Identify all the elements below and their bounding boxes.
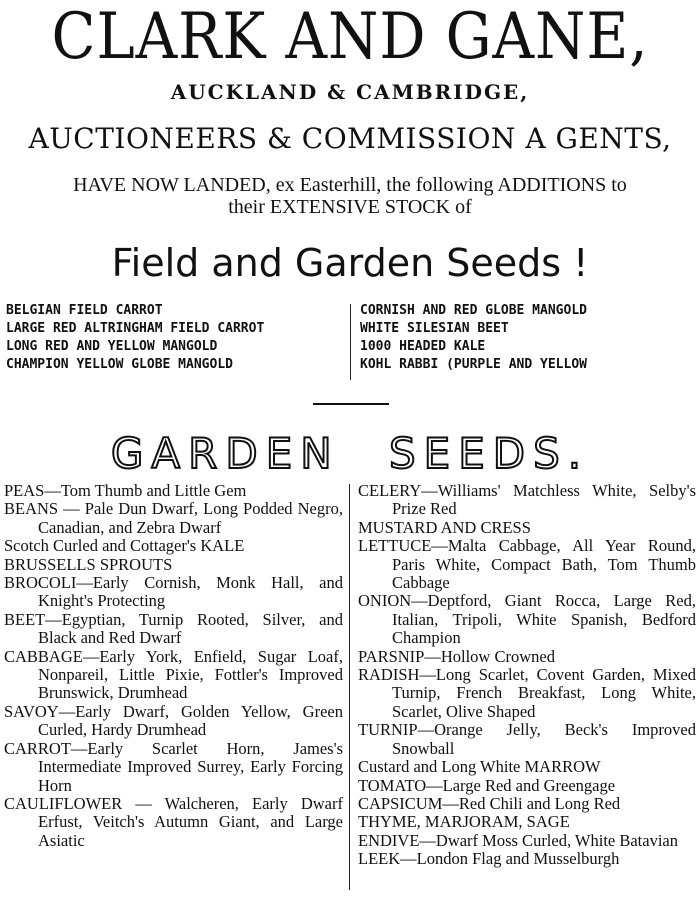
garden-seed-entry: BEANS — Pale Dun Dwarf, Long Podded Negro, Canadian, and Zebra Dwarf: [4, 499, 343, 537]
announcement-line-1: HAVE NOW LANDED, ex Easterhill, the following ADDITIONS to: [73, 174, 627, 196]
garden-seed-entry: MUSTARD AND CRESS: [358, 517, 531, 537]
announcement: [0, 174, 700, 218]
garden-seeds-right-column: [358, 482, 696, 869]
garden-seed-entry: CARROT—Early Scarlet Horn, James's Intermediate Improved Surrey, Early Forcing Horn: [4, 738, 343, 795]
garden-seed-entry: ONION—Deptford, Giant Rocca, Large Red, Italian, Tripoli, White Spanish, Bedford Champion: [358, 591, 696, 648]
garden-seed-entry: BROCOLI—Early Cornish, Monk Hall, and Knight's Protecting: [4, 573, 343, 611]
column-divider: [349, 484, 350, 890]
field-seed-item: LARGE RED ALTRINGHAM FIELD CARROT: [6, 321, 265, 336]
field-seed-item: WHITE SILESIAN BEET: [360, 321, 509, 336]
garden-seed-entry: CAULIFLOWER — Walcheren, Early Dwarf Erfust, Veitch's Autumn Giant, and Large Asiatic: [4, 793, 343, 850]
garden-seed-entry: TURNIP—Orange Jelly, Beck's Improved Snowball: [358, 720, 696, 758]
garden-seed-entry: TOMATO—Large Red and Greengage: [358, 775, 616, 795]
field-seed-item: BELGIAN FIELD CARROT: [6, 303, 163, 318]
section-separator: [313, 403, 389, 405]
garden-seed-entry: RADISH—Long Scarlet, Covent Garden, Mixed Turnip, French Breakfast, Long White, Scarlet, Olive Shaped: [358, 665, 696, 721]
garden-seed-entry: Custard and Long White MARROW: [358, 757, 601, 777]
column-divider: [350, 304, 351, 380]
garden-seed-entry: BRUSSELLS SPROUTS: [4, 554, 173, 574]
garden-seed-entry: CABBAGE—Early York, Enfield, Sugar Loaf, Nonpareil, Little Pixie, Fottler's Improved Brunswick, Drumhead: [4, 646, 343, 703]
field-seeds-left-column: [6, 302, 344, 374]
garden-seed-entry: LEEK—London Flag and Musselburgh: [358, 849, 620, 869]
garden-seed-entry: BEET—Egyptian, Turnip Rooted, Silver, and Black and Red Dwarf: [4, 609, 343, 648]
field-seed-item: CORNISH AND RED GLOBE MANGOLD: [360, 303, 587, 318]
field-seeds-title: Field and Garden Seeds !: [111, 241, 589, 285]
garden-seed-entry: PARSNIP—Hollow Crowned: [358, 646, 555, 666]
garden-seed-entry: PEAS—Tom Thumb and Little Gem: [4, 481, 247, 500]
field-seed-item: KOHL RABBI (PURPLE AND YELLOW: [360, 357, 587, 372]
field-seed-item: 1000 HEADED KALE: [360, 339, 486, 354]
field-seeds-right-column: [360, 302, 698, 374]
announcement-line-2: their EXTENSIVE STOCK of: [228, 196, 472, 218]
garden-seed-entry: THYME, MARJORAM, SAGE: [358, 812, 570, 832]
garden-seeds-left-column: [4, 482, 343, 850]
garden-seed-entry: Scotch Curled and Cottager's KALE: [4, 536, 245, 556]
garden-seed-entry: LETTUCE—Malta Cabbage, All Year Round, Paris White, Compact Bath, Tom Thumb Cabbage: [358, 536, 696, 593]
garden-seed-entry: CAPSICUM—Red Chili and Long Red: [358, 793, 621, 813]
field-seed-item: CHAMPION YELLOW GLOBE MANGOLD: [6, 357, 233, 372]
garden-seed-entry: ENDIVE—Dwarf Moss Curled, White Batavian: [358, 830, 679, 850]
garden-seed-entry: SAVOY—Early Dwarf, Golden Yellow, Green Curled, Hardy Drumhead: [4, 701, 343, 740]
firm-locations: AUCKLAND & CAMBRIDGE,: [170, 80, 530, 104]
firm-trade: AUCTIONEERS & COMMISSION A GENTS,: [28, 122, 672, 155]
garden-seeds-title-text: GARDEN SEEDS.: [110, 429, 590, 478]
field-seed-item: LONG RED AND YELLOW MANGOLD: [6, 339, 218, 354]
garden-seed-entry: CELERY—Williams' Matchless White, Selby's Prize Red: [358, 481, 696, 519]
garden-seeds-title: [0, 428, 700, 480]
firm-name: CLARK AND GANE,: [51, 0, 649, 74]
